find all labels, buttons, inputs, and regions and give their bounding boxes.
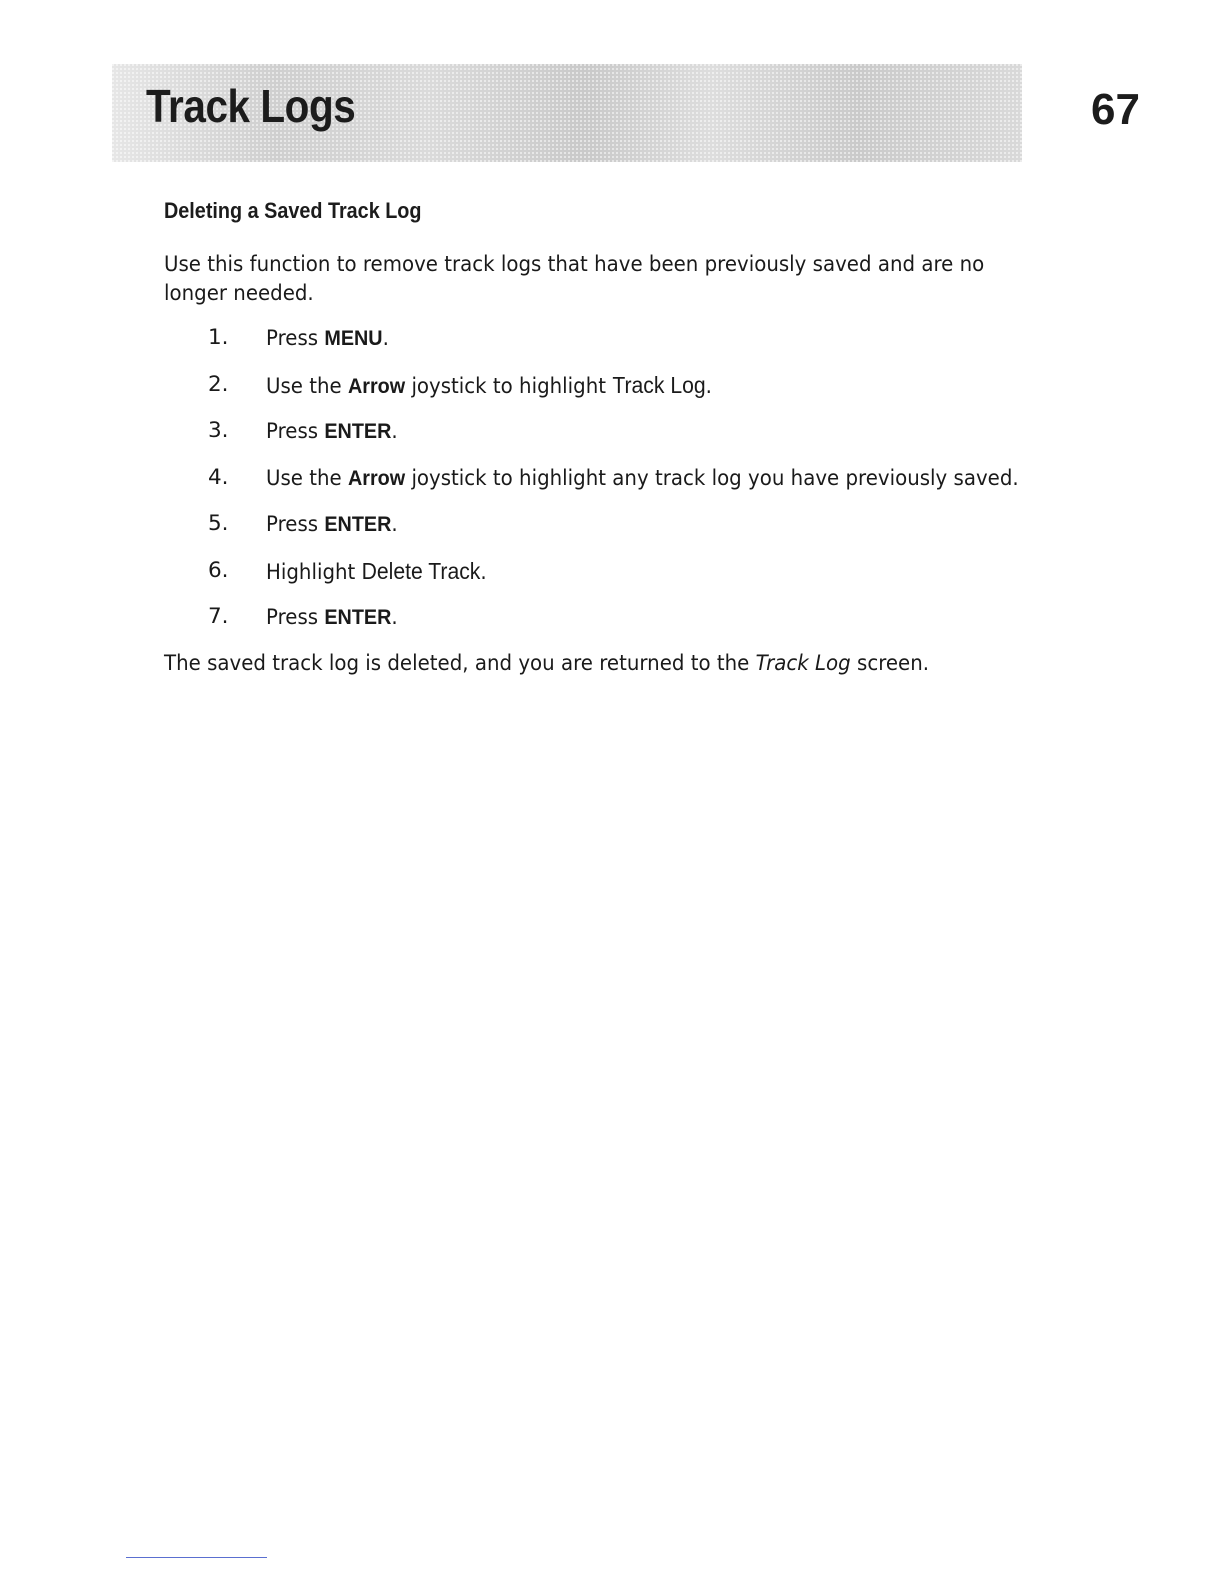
key-name: Arrow <box>347 373 406 398</box>
step-text-pre: Use the <box>266 465 348 491</box>
step-text-post: . <box>391 605 398 630</box>
key-name: ENTER <box>324 512 392 536</box>
step-text-post: . <box>391 419 398 444</box>
section-heading: Deleting a Saved Track Log <box>164 198 422 223</box>
step-text <box>266 555 487 589</box>
step-text-pre: Press <box>266 326 325 351</box>
step-text-pre: Use the <box>266 373 348 399</box>
footer-rule <box>126 1557 267 1558</box>
step-text <box>266 462 1019 495</box>
step-text-pre: Highlight <box>266 559 362 585</box>
step-text <box>266 322 389 355</box>
step-text <box>266 369 712 403</box>
step-number: 2. <box>208 371 229 397</box>
step-text-post: . <box>480 559 487 585</box>
screen-reference: Track Log <box>755 651 851 676</box>
step-number: 1. <box>208 325 229 350</box>
step-item <box>164 462 1124 509</box>
conclusion-pre: The saved track log is deleted, and you are returned to the <box>164 651 756 676</box>
step-number: 4. <box>208 464 229 490</box>
step-text-post: . <box>705 373 712 399</box>
page-number: 67 <box>1091 85 1140 134</box>
step-text <box>266 601 398 634</box>
step-item <box>164 369 1124 416</box>
key-name: Arrow <box>347 465 406 490</box>
step-item <box>164 601 1124 648</box>
step-number: 5. <box>208 511 229 536</box>
step-text-pre: Press <box>266 512 325 537</box>
step-text-post: . <box>382 326 389 351</box>
conclusion-post: screen. <box>850 651 930 676</box>
key-name: ENTER <box>324 605 392 629</box>
step-text-pre: Press <box>266 419 325 444</box>
step-text <box>266 508 398 541</box>
step-text-post: . <box>391 512 398 537</box>
step-text-mid: joystick to highlight any track log you have previously saved. <box>405 465 1019 491</box>
key-name: ENTER <box>324 419 392 443</box>
key-name: MENU <box>324 326 383 350</box>
chapter-title: Track Logs <box>146 80 356 132</box>
step-item <box>164 415 1124 462</box>
step-text-mid: joystick to highlight <box>405 373 613 399</box>
step-number: 7. <box>208 604 229 629</box>
step-number: 3. <box>208 418 229 443</box>
step-number: 6. <box>208 557 229 583</box>
steps-list <box>164 322 1124 648</box>
step-text <box>266 415 398 448</box>
step-item <box>164 322 1124 369</box>
step-item <box>164 555 1124 602</box>
screen-item-name: Track Log <box>612 371 706 398</box>
intro-paragraph: Use this function to remove track logs that have been previously saved and are no longer needed. <box>164 252 985 306</box>
screen-item-name: Delete Track <box>361 557 481 584</box>
step-text-pre: Press <box>266 605 325 630</box>
step-item <box>164 508 1124 555</box>
conclusion-paragraph <box>164 648 929 680</box>
